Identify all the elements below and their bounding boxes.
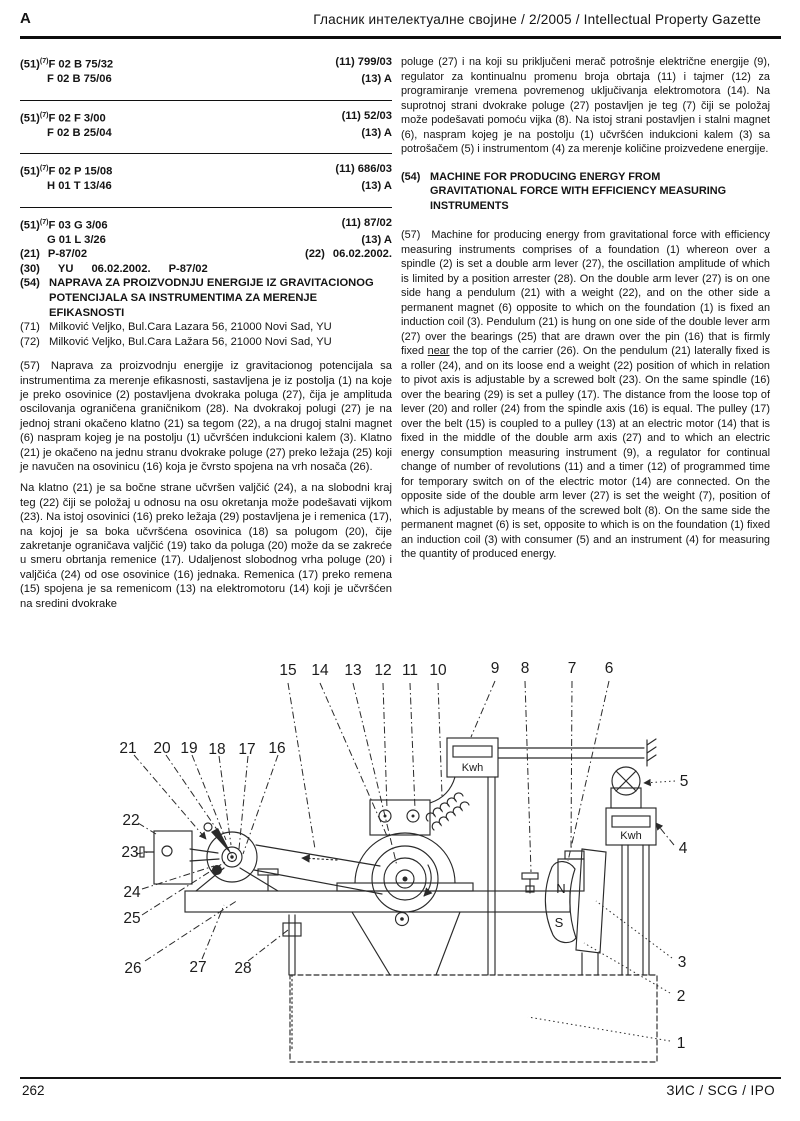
page-header	[20, 10, 781, 27]
ipc-class-1: F 02 B 75/32	[48, 58, 114, 71]
filing-date-value: 06.02.2002.	[332, 248, 392, 261]
ipc-class-line	[20, 55, 392, 72]
ipc-class-line	[20, 216, 392, 233]
ipc-code	[20, 55, 113, 72]
pendulum-assembly	[140, 823, 278, 891]
abstract-en-underlined-word: near	[427, 345, 450, 358]
ipc-class-2: H 01 T 13/46	[47, 180, 112, 193]
part-label-18: 18	[208, 741, 226, 758]
publication-number: (11) 87/02	[341, 216, 392, 229]
footer-rule	[20, 1077, 781, 1079]
ipc-class-1: F 02 P 15/08	[48, 165, 113, 178]
meter-label: Kwh	[461, 762, 484, 774]
document-kind: (13) A	[361, 73, 392, 86]
ipc-class-2: G 01 L 3/26	[47, 233, 106, 246]
instrument-stand	[606, 767, 656, 975]
part-label-26: 26	[124, 960, 142, 977]
applicant-line	[20, 320, 392, 334]
abstract-sr-continued	[401, 55, 770, 157]
ipc-code	[20, 162, 112, 179]
ipc-class-line	[20, 233, 392, 247]
ipc-class-line	[20, 72, 392, 86]
ipc-class-1: F 03 G 3/06	[48, 219, 108, 232]
document-kind: (13) A	[361, 180, 392, 193]
magnet-north-label: N	[556, 881, 566, 896]
part-label-6: 6	[604, 660, 614, 677]
induction-coil	[576, 849, 606, 975]
application-number-value: P-87/02	[47, 248, 88, 261]
part-label-15: 15	[279, 662, 297, 679]
part-label-16: 16	[268, 740, 286, 757]
inid-54: (54)	[20, 277, 40, 289]
part-label-9: 9	[490, 660, 500, 677]
publication-number: (11) 799/03	[335, 56, 392, 68]
abstract-sr-text-2: Na klatno (21) je sa bočne strane učvršen valjčić (24), a na slobodni kraj teg (22) čiji se položaj u odnosu na osu okretanja može podešavati vijkom (23). Na istoj osovinici (16) preko ležaja (29) postavljena je i remenica (17), na kojoj je sa boka učvršćena osovinica (18) sa polugom (20), čije zakretanje ograničava valjčić (19) tako da poluga (20) može da se zakreće u smeru obrtanja remenice (17). Udaljenost slobodnog vrha poluge (20) i valjčića (24) od ose osovinice (16) jednaka. Remenica (17) preko remena (15) spojena je sa remenicom (13) na elektromotoru (14) koji je učvršćen na sredini dvokrake	[20, 482, 392, 610]
left-column	[20, 47, 392, 611]
inid-22: (22)	[304, 248, 325, 261]
part-label-12: 12	[374, 662, 392, 679]
ipc-edition: (7)	[39, 165, 49, 173]
abstract-en-text-2: the top of the carrier (26). On the pendulum (21) laterally fixed is a roller (24), and on its loose end a weight (22) position of which in relation to pivot axis is adjustable by a screwed bolt (23). On the same spindle (16) over the bearing (29) is set a pulley (17). The distance from the loose top of lever (20) and roller (24) from the spindle axis (16) is equal. The pulley (17) over the belt (15) is coupled to a pulley (13) at an electric motor (14) that is fixed in the middle of the double arm axis (27) and to which an electric energy consumption measuring instrument (9), a regulator for continual change of number of revolutions (11) and a timer (12) of programmed time for temporary switch on of the electric motor (14) are connected. On the opposite side of the double arm lever (27) is set the weight (7), position of which is adjustable by means of the screwed bolt (8). On the same side the permanent magnet (6) is set, opposite to which is on the foundation (1) fixed an induction coil (3) with consumer (5) and an instrument (4) for measuring the quantity of produced energy.	[401, 345, 771, 561]
counter-weight	[522, 851, 584, 893]
priority-line	[20, 262, 392, 276]
application-number	[20, 247, 87, 261]
ipc-edition: (7)	[39, 218, 49, 226]
inid-21: (21)	[20, 248, 40, 261]
applicant-name: Milković Veljko, Bul.Cara Lazara 56, 21000 Novi Sad, YU	[49, 321, 332, 334]
double-arm-lever	[185, 891, 570, 912]
permanent-magnet	[545, 862, 576, 943]
abstract-en-text-1: Machine for producing energy from gravitational force with efficiency measuring instruments comprises of a foundation (1) whereon over a spindle (2) is set a double arm lever (27), the oscillation amplitude of which is limited by a position arrester (28). On the double arm lever (27) is on one side hang a pendulum (21) with a weight (22), and on the other side a permanent magnet (6) opposite to which on the foundation (1) is fixed an induction coil (3). Pendulum (21) is hung on one side of the double lever arm (27) over the bearings (25) that are drawn over the pin (16) that is firmly fixed	[401, 229, 770, 358]
part-label-17: 17	[238, 741, 256, 758]
ipc-class-line	[20, 126, 392, 140]
ipc-class-1: F 02 F 3/00	[48, 112, 106, 125]
inventor-line	[20, 335, 392, 349]
ipc-class-2: F 02 B 25/04	[47, 126, 112, 139]
header-rule	[20, 36, 781, 39]
patent-title-sr: NAPRAVA ZA PROIZVODNJU ENERGIJE IZ GRAVITACIONOG POTENCIJALA SA INSTRUMENTIMA ZA MERENJE EFIKASNOSTI	[49, 277, 374, 319]
publication-number: (11) 52/03	[341, 109, 392, 122]
ipc-entry	[20, 47, 392, 100]
part-label-1: 1	[676, 1035, 686, 1052]
priority-date: 06.02.2002.	[91, 262, 151, 275]
inid-57: (57)	[20, 360, 40, 373]
part-number-labels	[119, 660, 688, 1052]
part-label-5: 5	[679, 773, 689, 790]
ipc-class-2: F 02 B 75/06	[47, 73, 112, 86]
ipc-edition: (7)	[39, 58, 49, 65]
application-line	[20, 247, 392, 261]
part-label-13: 13	[344, 662, 362, 679]
part-label-27: 27	[189, 959, 207, 976]
page-number: 262	[22, 1083, 45, 1098]
ipc-class-line	[20, 179, 392, 193]
priority-number: P-87/02	[168, 262, 208, 275]
part-label-7: 7	[567, 660, 577, 677]
publication-number: (11) 686/03	[335, 163, 392, 176]
inid-51: (51)	[20, 58, 40, 71]
title-line-en	[401, 170, 770, 215]
section-letter: A	[20, 10, 31, 27]
abstract-sr-text-3: poluge (27) i na koji su priključeni merač potrošnje električne energije (9), regulator za kontinualnu promenu broja obrtaja (11) i tajmer (12) za programiranje vremena povremenog uključivanja elektromotora (14). Na suprotnoj strani dvokrake poluge (27) postavljen je teg (7) čiji se položaj može podešavati pomoću vijka (8). Na istoj strani postavljen i stalni magnet (6), naspram kojeg je na postolju (1) učvršćen indukcioni kalem (3) sa potrošačem (5) i instrumentom (4) za merenje količine proizvedene energije.	[401, 56, 770, 155]
inid-71: (71)	[20, 321, 40, 334]
part-label-28: 28	[234, 960, 252, 977]
part-label-4: 4	[678, 840, 688, 857]
part-label-24: 24	[123, 884, 141, 901]
part-label-2: 2	[676, 988, 686, 1005]
inid-54-en: (54)	[401, 170, 421, 183]
inventor-name: Milković Veljko, Bul.Cara Lažara 56, 21000 Novi Sad, YU	[49, 335, 332, 348]
inid-51: (51)	[20, 219, 40, 232]
electric-motor	[337, 793, 473, 912]
filing-date	[305, 247, 392, 261]
abstract-sr-p1	[20, 359, 392, 474]
title-line-sr	[20, 276, 392, 320]
inid-51: (51)	[20, 112, 40, 125]
inid-72: (72)	[20, 335, 40, 348]
part-label-21: 21	[119, 740, 137, 757]
part-label-11: 11	[401, 662, 419, 679]
part-label-20: 20	[153, 740, 171, 757]
arrester-bolt	[258, 869, 301, 1051]
ipc-code	[20, 109, 106, 126]
right-column	[401, 47, 770, 562]
part-label-25: 25	[123, 910, 141, 927]
coiled-wire	[432, 802, 469, 830]
part-label-22: 22	[122, 812, 140, 829]
ipc-entry	[20, 154, 392, 207]
patent-drawing	[90, 653, 710, 1085]
ipc-code	[20, 216, 108, 233]
part-label-14: 14	[311, 662, 329, 679]
part-label-10: 10	[429, 662, 447, 679]
inid-30: (30)	[20, 262, 40, 275]
gazette-title: Гласник интелектуалне својине / 2/2005 / Intellectual Property Gazette	[313, 12, 761, 27]
priority-country: YU	[57, 262, 74, 275]
part-label-19: 19	[180, 740, 198, 757]
abstract-sr-text-1: Naprava za proizvodnju energije iz gravitacionog potencijala sa instrumentima za merenje efikasnosti, sastavljena je iz postolja (1) na koje je preko osovinice (2) postavljena dvokraka poluga (27), čija je amplituda oscilovanja ograničena graničnikom (28). Na dvokrakoj polugi (27) je na jednoj strani okačeno klatno (21) sa tegom (22), a na drugoj stalni magnet (6) naspram kojeg je na postolju (1) učvršćen indukcioni kalem (3). Klatno (21) je okačeno na jednu stranu dvokrake poluge (27) preko ležaja (25) koji je navučen na osovinicu (16) koja je čvrsto spojena na vrh nosača (26).	[20, 360, 392, 474]
patent-record	[20, 208, 392, 611]
ipc-edition: (7)	[39, 111, 49, 119]
abstract-en	[401, 228, 770, 562]
inid-51: (51)	[20, 165, 40, 178]
leader-lines	[134, 681, 675, 1041]
magnet-south-label: S	[554, 915, 564, 930]
document-kind: (13) A	[361, 126, 392, 139]
part-label-8: 8	[520, 660, 530, 677]
office-codes: ЗИС / SCG / IPO	[666, 1083, 775, 1098]
ipc-class-line	[20, 109, 392, 126]
part-label-23: 23	[121, 844, 139, 861]
meter-label: Kwh	[620, 830, 642, 842]
ipc-entry	[20, 101, 392, 154]
part-label-3: 3	[677, 954, 687, 971]
ipc-class-line	[20, 162, 392, 179]
patent-title-en: MACHINE FOR PRODUCING ENERGY FROM GRAVITATIONAL FORCE WITH EFFICIENCY MEASURING INSTRUMENTS	[430, 170, 727, 213]
inid-57-en: (57)	[401, 229, 421, 242]
document-kind: (13) A	[361, 233, 392, 246]
abstract-sr-p2	[20, 481, 392, 611]
foundation-outline	[290, 912, 657, 1062]
